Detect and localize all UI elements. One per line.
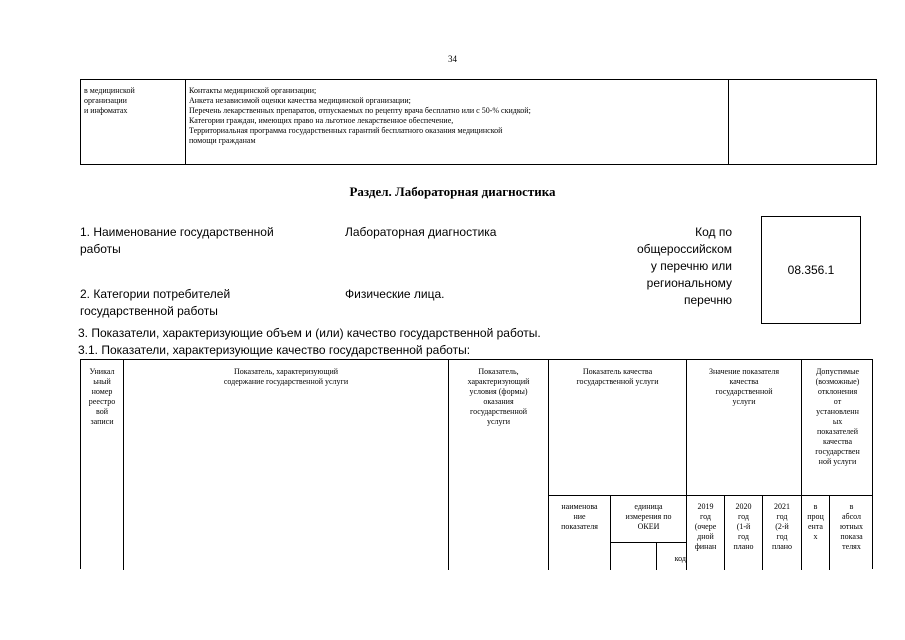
text-line: Значение показателя <box>708 367 780 376</box>
text-line: качества <box>729 377 759 386</box>
text-line: установленн <box>816 407 859 416</box>
text-line: 1. Наименование государственной <box>80 225 274 239</box>
text-line: работы <box>80 242 121 256</box>
text-line: вой <box>95 407 108 416</box>
subheader-unit <box>611 502 686 532</box>
subheader-code: код <box>674 554 686 563</box>
subheader-percent <box>802 502 829 542</box>
text-line: дной <box>697 532 714 541</box>
text-line: Перечень лекарственных препаратов, отпускаемых по рецепту врача бесплатно или с 50-% скидкой; <box>189 106 531 115</box>
text-line: наименова <box>561 502 598 511</box>
text-line: Уникал <box>89 367 115 376</box>
text-line: Показатель, характеризующий <box>233 367 339 376</box>
text-line: региональному <box>646 276 732 290</box>
text-line: перечню <box>684 293 732 307</box>
text-line: показателя <box>561 522 598 531</box>
text-line: государственной <box>469 407 527 416</box>
text-line: ние <box>573 512 586 521</box>
text-line: в <box>849 502 854 511</box>
text-line: ютных <box>839 522 864 531</box>
text-line: качества <box>822 437 853 446</box>
text-line: Допустимые <box>815 367 860 376</box>
header-quality-indicator <box>549 367 686 387</box>
code-label <box>600 224 732 309</box>
text-line: измерения по <box>625 512 672 521</box>
continuation-table-cell-place <box>81 80 186 164</box>
indicators-heading: 3. Показатели, характеризующие объем и (или) качество государственной работы. <box>78 326 541 340</box>
text-line: реестро <box>88 397 116 406</box>
text-line: 2. Категории потребителей <box>80 287 231 301</box>
text-line: помощи гражданам <box>189 136 256 145</box>
page-number: 34 <box>448 54 457 64</box>
text-line: плано <box>771 542 793 551</box>
header-deviation <box>802 367 873 467</box>
text-line: (2-й <box>775 522 789 531</box>
consumers-label <box>80 286 230 320</box>
header-content <box>124 367 448 387</box>
text-line: ной услуги <box>818 457 857 466</box>
text-line: показа <box>840 532 863 541</box>
text-line: от <box>833 397 842 406</box>
text-line: условия (формы) <box>469 387 528 396</box>
text-line: абсол <box>841 512 862 521</box>
text-line: Территориальная программа государственных гарантий бесплатного оказания медицинской <box>189 126 503 135</box>
text-line: содержание государственной услуги <box>223 377 349 386</box>
text-line: Контакты медицинской организации; <box>189 86 317 95</box>
text-line: х <box>813 532 818 541</box>
text-line: государствен <box>815 447 860 456</box>
text-line: 2020 <box>735 502 752 511</box>
indicators-subheading: 3.1. Показатели, характеризующие качество государственной работы: <box>78 343 471 357</box>
text-line: государственной работы <box>80 304 218 318</box>
text-line: ОКЕИ <box>637 522 660 531</box>
text-line: государственной услуги <box>576 377 659 386</box>
text-line: 2019 <box>697 502 714 511</box>
text-line: в медицинской <box>84 86 135 95</box>
text-line: финан <box>694 542 717 551</box>
subheader-indicator-name <box>549 502 610 532</box>
text-line: (очере <box>694 522 717 531</box>
text-line: проц <box>807 512 824 521</box>
quality-indicators-table <box>80 359 873 569</box>
text-line: (возможные) <box>815 377 860 386</box>
text-line: Анкета независимой оценки качества медицинской организации; <box>189 96 411 105</box>
header-unique-number <box>82 367 122 427</box>
text-line: услуги <box>732 397 756 406</box>
text-line: год <box>776 532 788 541</box>
text-line: телях <box>842 542 861 551</box>
header-conditions <box>449 367 548 427</box>
text-line: год <box>738 532 749 541</box>
header-indicator-value <box>687 367 801 407</box>
grid-line <box>123 360 124 570</box>
text-line: плано <box>733 542 754 551</box>
grid-line <box>548 495 873 496</box>
text-line: записи <box>90 417 114 426</box>
continuation-table <box>80 79 877 165</box>
text-line: в <box>813 502 818 511</box>
text-line: общероссийском <box>636 242 732 256</box>
continuation-table-cell-content <box>186 80 729 164</box>
text-line: у перечню или <box>650 259 732 273</box>
text-line: отклонения <box>817 387 858 396</box>
subheader-2021 <box>763 502 801 552</box>
code-value: 08.356.1 <box>787 263 835 277</box>
text-line: ента <box>808 522 823 531</box>
text-line: год <box>776 512 788 521</box>
text-line: государственной <box>715 387 773 396</box>
work-name-label <box>80 224 274 258</box>
continuation-table-cell-empty <box>729 80 876 164</box>
text-line: организации <box>84 96 127 105</box>
text-line: Показатель качества <box>582 367 653 376</box>
text-line: год <box>738 512 749 521</box>
text-line: показателей <box>817 427 858 436</box>
code-value-box <box>761 216 861 324</box>
text-line: Показатель, <box>478 367 519 376</box>
work-name-value: Лабораторная диагностика <box>345 225 497 239</box>
section-title: Раздел. Лабораторная диагностика <box>349 184 556 199</box>
text-line: Категории граждан, имеющих право на льготное лекарственное обеспечение, <box>189 116 454 125</box>
text-line: Код по <box>695 225 732 239</box>
text-line: характеризующий <box>467 377 530 386</box>
text-line: ых <box>832 417 843 426</box>
text-line: ьный <box>93 377 111 386</box>
text-line: 2021 <box>774 502 790 511</box>
text-line: единица <box>634 502 663 511</box>
grid-line <box>610 542 686 543</box>
subheader-absolute <box>830 502 873 552</box>
text-line: услуги <box>486 417 511 426</box>
subheader-2020 <box>725 502 762 552</box>
text-line: и инфоматах <box>84 106 128 115</box>
text-line: (1-й <box>736 522 751 531</box>
grid-line <box>548 360 549 570</box>
text-line: номер <box>91 387 113 396</box>
text-line: оказания <box>483 397 514 406</box>
consumers-value: Физические лица. <box>345 287 445 301</box>
text-line: год <box>700 512 711 521</box>
subheader-2019 <box>687 502 724 552</box>
